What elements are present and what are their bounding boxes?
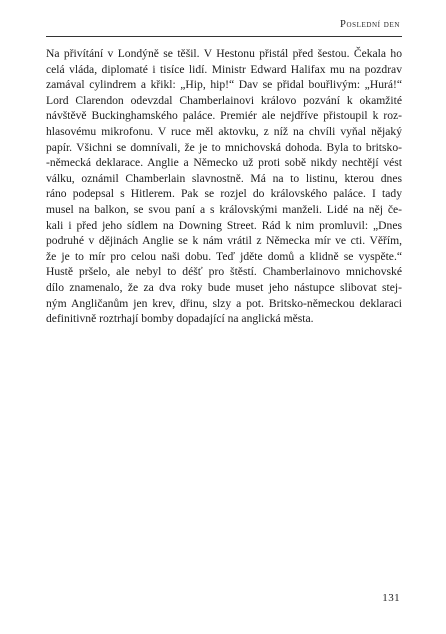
running-header: Poslední den xyxy=(340,19,400,30)
text-line: Hustě pršelo, ale nebyl to déšť pro štěstí. Chamberlainovo mnichovské xyxy=(46,265,402,279)
text-line: papír. Všichni se domnívali, že je to mnichovská dohoda. Byla to britsko- xyxy=(46,140,402,154)
text-line: ným Angličanům jen krev, dřinu, slzy a pot. Britsko-německou deklaraci xyxy=(46,296,402,310)
header-rule xyxy=(46,36,402,37)
text-line: dílo znamenalo, že za dva roky bude muset jeho nástupce slibovat stej- xyxy=(46,280,402,294)
text-line: kali i před jeho sídlem na Downing Street. Rád k nim promluvil: „Dnes xyxy=(46,218,402,232)
text-line: musel na balkon, se svou paní a s královskými manželi. Lidé na něj če- xyxy=(46,202,402,216)
text-line: že je to mír pro celou naši dobu. Teď jděte domů a klidně se vyspěte.“ xyxy=(46,249,402,263)
body-text xyxy=(46,46,402,327)
text-line: válku, oznámil Chamberlain slavnostně. Má na to listinu, kterou dnes xyxy=(46,171,402,185)
text-line: podruhé v dějinách Anglie se k nám vrátil z Německa mír ve cti. Věřím, xyxy=(46,234,402,248)
text-line: návštěvě Buckinghamského paláce. Premiér ale nejdříve přistoupil k roz- xyxy=(46,109,402,123)
text-line: celá vláda, diplomaté i tisíce lidí. Ministr Edward Halifax mu na pozdrav xyxy=(46,62,402,76)
text-line: Lord Clarendon odevzdal Chamberlainovi královo pozvání k okamžité xyxy=(46,93,402,107)
text-line: definitivně roztrhají bomby dopadající na anglická města. xyxy=(46,312,314,326)
text-line: -německá deklarace. Anglie a Německo už proti sobě nikdy nechtějí vést xyxy=(46,156,402,170)
text-line: ráno podepsal s Hitlerem. Pak se rozjel do královského paláce. I tady xyxy=(46,187,402,201)
text-line: zamával cylindrem a křikl: „Hip, hip!“ Dav se přidal bouřlivým: „Hurá!“ xyxy=(46,78,402,92)
text-line: hlasovému mikrofonu. V ruce měl aktovku, z níž na chvíli vyňal nějaký xyxy=(46,124,402,138)
page-number: 131 xyxy=(382,592,400,604)
text-line: Na přivítání v Londýně se těšil. V Hestonu přistál před šestou. Čekala ho xyxy=(46,47,402,60)
